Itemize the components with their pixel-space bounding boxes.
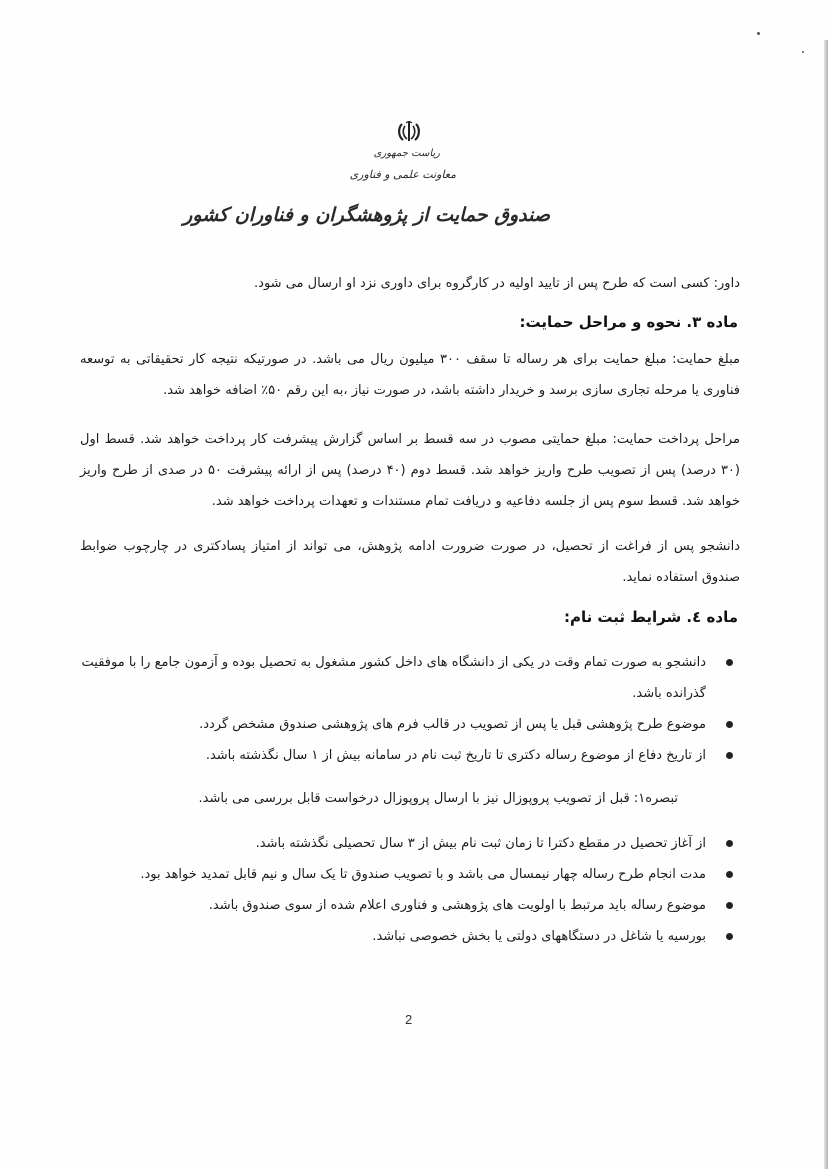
scan-speck: [757, 32, 760, 35]
bullet-icon: [726, 752, 733, 759]
list-item-text: موضوع طرح پژوهشی قبل یا پس از تصویب در قالب فرم های پژوهشی صندوق مشخص گردد.: [199, 717, 706, 732]
list-item: [80, 828, 736, 859]
registration-conditions-list-a: [80, 647, 736, 771]
list-item-text: از تاریخ دفاع از موضوع رساله دکتری تا تاریخ ثبت نام در سامانه بیش از ۱ سال نگذشته باشد.: [205, 748, 706, 763]
bullet-icon: [726, 871, 733, 878]
letterhead-vice-presidency: معاونت علمی و فناوری: [349, 168, 456, 181]
scan-edge-shadow: [824, 40, 828, 1169]
list-item: [80, 890, 736, 921]
bullet-icon: [726, 659, 733, 666]
iran-emblem-icon: [396, 121, 422, 143]
bullet-icon: [726, 840, 733, 847]
referee-definition: داور: کسی است که طرح پس از تایید اولیه در کارگروه برای داوری نزد او ارسال می شود.: [254, 276, 740, 291]
postdoc-paragraph: دانشجو پس از فراغت از تحصیل، در صورت ضرورت ادامه پژوهش، می تواند از امتیاز پسادکتری در چارچوب ضوابط صندوق استفاده نماید.: [80, 539, 740, 585]
bullet-icon: [726, 933, 733, 940]
list-item-text: دانشجو به صورت تمام وقت در یکی از دانشگاه های داخل کشور مشغول به تحصیل بوده و آزمون جامع را با موفقیت گذرانده باشد.: [81, 655, 706, 701]
list-item: [80, 647, 736, 709]
bullet-icon: [726, 721, 733, 728]
payment-stages-paragraph: مراحل پرداخت حمایت: مبلغ حمایتی مصوب در سه قسط بر اساس گزارش پیشرفت کار پرداخت خواهد شد. قسط اول (۳۰ درصد) پس از تصویب طرح واریز خواهد شد. قسط دوم (۴۰ درصد) پس از ارائه پیشرفت ۵۰ در صدی از طرح واریز خواهد شد. قسط سوم پس از جلسه دفاعیه و دریافت تمام مستندات و تعهدات پرداخت خواهد شد.: [80, 432, 740, 509]
list-item-text: بورسیه یا شاغل در دستگاههای دولتی یا بخش خصوصی نباشد.: [372, 929, 706, 944]
letterhead-fund-name: صندوق حمایت از پژوهشگران و فناوران کشور: [183, 204, 550, 226]
page-number: 2: [405, 1012, 413, 1027]
bullet-icon: [726, 902, 733, 909]
list-item: [80, 709, 736, 740]
registration-conditions-list-b: [80, 828, 736, 952]
letterhead-presidency: ریاست جمهوری: [373, 148, 440, 159]
scan-speck: [802, 51, 804, 53]
list-item: [80, 740, 736, 771]
support-amount-paragraph: مبلغ حمایت: مبلغ حمایت برای هر رساله تا سقف ۳۰۰ میلیون ریال می باشد. در صورتیکه نتیجه کار تحقیقاتی به توسعه فناوری یا مرحله تجاری سازی برسد و خریدار داشته باشد، در صورت نیاز ،به این رقم ۵۰٪ اضافه خواهد شد.: [80, 352, 740, 398]
list-item: [80, 859, 736, 890]
list-item-text: از آغاز تحصیل در مقطع دکترا تا زمان ثبت نام بیش از ۳ سال تحصیلی نگذشته باشد.: [255, 836, 706, 851]
article-4-heading: ماده ٤. شرایط ثبت نام:: [563, 608, 738, 626]
note-1: تبصره۱: قبل از تصویب پروپوزال نیز با ارسال پروپوزال درخواست قابل بررسی می باشد.: [198, 791, 678, 806]
article-3-heading: ماده ۳. نحوه و مراحل حمایت:: [519, 313, 738, 331]
list-item: [80, 921, 736, 952]
list-item-text: مدت انجام طرح رساله چهار نیمسال می باشد و با تصویب صندوق تا یک سال و نیم قابل تمدید خواهد بود.: [140, 867, 706, 882]
list-item-text: موضوع رساله باید مرتبط با اولویت های پژوهشی و فناوری اعلام شده از سوی صندوق باشد.: [208, 898, 706, 913]
